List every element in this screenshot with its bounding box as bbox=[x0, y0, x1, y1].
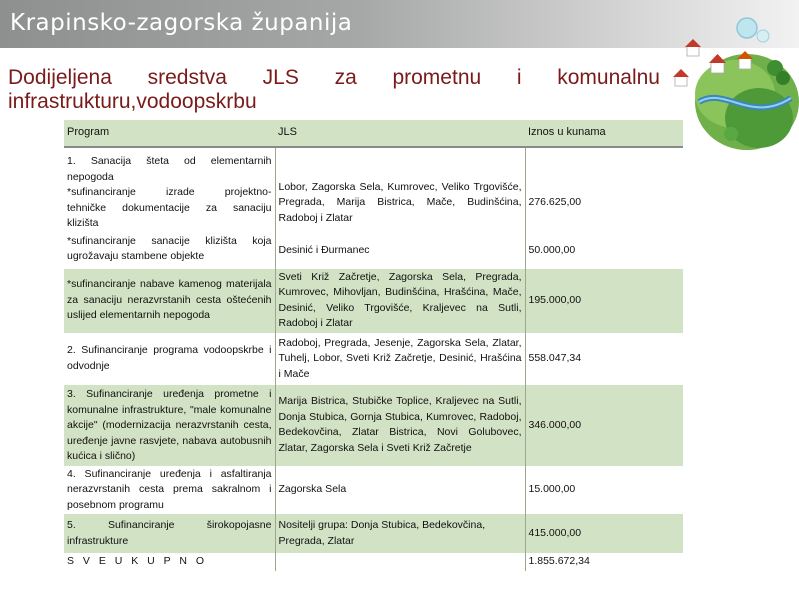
jls-cell: Sveti Križ Začretje, Zagorska Sela, Pregrada, Kumrovec, Mihovljan, Budinšćina, Hrašćina, Mače, Desinić, Veliko Trgovišće, Kraljevec na Sutli, Radoboj i Zlatar bbox=[275, 269, 525, 333]
amount-cell: 415.000,00 bbox=[525, 514, 683, 553]
total-amount: 1.855.672,34 bbox=[525, 553, 683, 571]
table-header-row bbox=[64, 120, 683, 147]
slide-title-line-2: infrastrukturu,vodoopskrbu bbox=[8, 90, 257, 113]
slide-title bbox=[8, 66, 660, 114]
total-label: S V E U K U P N O bbox=[67, 555, 208, 568]
amount-cell: 558.047,34 bbox=[525, 333, 683, 386]
header-title: Krapinsko-zagorska županija bbox=[10, 10, 353, 36]
program-cell: 5. Sufinanciranje širokopojasne infrastrukture bbox=[67, 519, 272, 547]
slide-title-line-1: Dodijeljena sredstva JLS za prometnu i komunalnu bbox=[8, 66, 660, 89]
table-row bbox=[64, 514, 683, 553]
allocation-table bbox=[64, 120, 683, 571]
total-jls-empty bbox=[275, 553, 525, 571]
program-cell: 2. Sufinanciranje programa vodoopskrbe i odvodnje bbox=[67, 344, 272, 372]
program-line: 1. Sanacija šteta od elementarnih bbox=[67, 155, 272, 167]
jls-cell: Zagorska Sela bbox=[275, 466, 525, 515]
header-amount: Iznos u kunama bbox=[525, 120, 683, 147]
program-line: nepogoda bbox=[67, 170, 114, 183]
jls-cell: Marija Bistrica, Stubičke Toplice, Kraljevec na Sutli, Donja Stubica, Gornja Stubica, Kumrovec, Radoboj, Bedekovčina, Zlatar Bistrica, Novi Golubovec, Zlatar, Zagorska Sela i Sveti Križ Začretje bbox=[275, 385, 525, 466]
header-program: Program bbox=[64, 120, 275, 147]
program-line: *sufinanciranje izrade projektno- bbox=[67, 186, 272, 198]
program-cell: 4. Sufinanciranje uređenja i asfaltiranja nerazvrstanih cesta prema sakralnom i posebnom programu bbox=[67, 467, 272, 511]
jls-cell: Lobor, Zagorska Sela, Kumrovec, Veliko Trgovišće, Pregrada, Marija Bistrica, Mače, Budinšćina, Radoboj i Zlatar bbox=[275, 147, 525, 233]
table-total-row bbox=[64, 553, 683, 571]
table-row bbox=[64, 385, 683, 466]
amount-cell: 346.000,00 bbox=[525, 385, 683, 466]
amount-cell: 15.000,00 bbox=[525, 466, 683, 515]
program-cell bbox=[64, 147, 275, 233]
amount-cell: 195.000,00 bbox=[525, 269, 683, 333]
table-row bbox=[64, 233, 683, 269]
header-jls: JLS bbox=[275, 120, 525, 147]
jls-cell: Radoboj, Pregrada, Jesenje, Zagorska Sela, Zlatar, Tuhelj, Lobor, Sveti Križ Začretje, Desinić, Hrašćina i Mače bbox=[275, 333, 525, 386]
program-cell: *sufinanciranje nabave kamenog materijala za sanaciju nerazvrstanih cesta oštećenih uslijed elementarnih nepogoda bbox=[67, 278, 272, 322]
program-line: klizišta bbox=[67, 217, 99, 229]
table-row bbox=[64, 269, 683, 333]
amount-cell: 276.625,00 bbox=[525, 147, 683, 233]
program-cell: 3. Sufinanciranje uređenja prometne i komunalne infrastrukture, "male komunalne akcije" (modernizacija nerazvrstanih cesta, uređenje javne rasvjete, nabava autobusnih kućica i slično) bbox=[67, 388, 272, 462]
jls-cell: Desinić i Đurmanec bbox=[275, 233, 525, 269]
table-row bbox=[64, 147, 683, 233]
amount-cell: 50.000,00 bbox=[525, 233, 683, 269]
program-line: tehničke dokumentacije za sanaciju bbox=[67, 201, 272, 214]
program-cell: *sufinanciranje sanacije klizišta koja ugrožavaju stambene objekte bbox=[67, 234, 272, 262]
table-row bbox=[64, 466, 683, 515]
jls-cell: Nositelji grupa: Donja Stubica, Bedekovčina, Pregrada, Zlatar bbox=[275, 514, 525, 553]
table-row bbox=[64, 333, 683, 386]
